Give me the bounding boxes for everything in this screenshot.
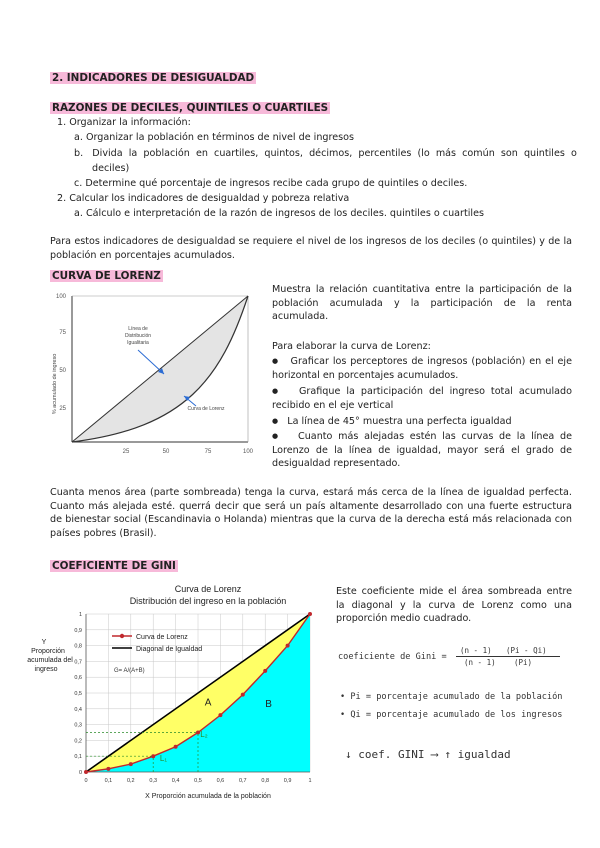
fraction-bar	[456, 656, 560, 657]
intro-paragraph: Para estos indicadores de desigualdad se requiere el nivel de los ingresos de los deciles (o quintiles) y de la población en porcentajes acumulados.	[50, 236, 572, 261]
x-tick-label: 0,8	[261, 778, 270, 784]
list-item: a. Organizar la población en términos de nivel de ingresos	[74, 132, 354, 143]
data-point	[129, 762, 133, 766]
formula-num2: (Pi - Qi)	[506, 646, 547, 655]
list-item: 2. Calcular los indicadores de desigualdad y pobreza relativa	[57, 193, 350, 204]
note-pi: • Pi = porcentaje acumulado de la población	[340, 692, 563, 702]
lorenz-figure	[46, 288, 258, 458]
y-axis-label: Proporción	[31, 648, 65, 655]
x-tick-label: 0,1	[104, 778, 113, 784]
subsection-title: RAZONES DE DECILES, QUINTILES O CUARTILES	[52, 102, 329, 114]
y-tick-label: 25	[59, 406, 66, 412]
equality-label: Línea de	[128, 326, 148, 332]
gini-chart	[27, 580, 328, 802]
list-item: a. Cálculo e interpretación de la razón de ingresos de los deciles. quintiles o cuartiles	[74, 208, 484, 219]
chart-title: Curva de Lorenz	[174, 584, 242, 594]
formula-prefix: coeficiente de Gini =	[338, 652, 447, 662]
y-axis-label: % acumulado de ingreso	[52, 353, 58, 415]
gini-heading: COEFICIENTE DE GINI	[52, 560, 176, 572]
gini-formula	[338, 646, 568, 674]
data-point	[84, 770, 88, 774]
lorenz-bullet: ● Grafique la participación del ingreso total acumulado recibido en el eje vertical	[272, 386, 573, 411]
chart-subtitle: Distribución del ingreso en la población	[129, 596, 287, 606]
legend-lorenz-marker	[120, 634, 124, 638]
section-title: 2. INDICADORES DE DESIGUALDAD	[52, 72, 255, 84]
lorenz-steps-intro: Para elaborar la curva de Lorenz:	[272, 341, 431, 352]
x-tick-label: 0,6	[216, 778, 225, 784]
lorenz-description: Muestra la relación cuantitativa entre la participación de la población acumulada y la participación de la renta acumulada.	[272, 284, 572, 323]
gini-description: Este coeficiente mide el área sombreada entre la diagonal y la curva de Lorenz como una proporción medio cuadrado.	[336, 586, 572, 625]
l1-label: L₁	[159, 753, 168, 763]
x-tick-label: 0,2	[126, 778, 135, 784]
y-axis-label: Y	[41, 639, 47, 646]
y-axis-label: acumulada del	[27, 657, 73, 664]
x-tick-label: 50	[162, 449, 170, 455]
bullet-dot: ●	[272, 432, 281, 440]
formula-den2: (Pi)	[514, 658, 533, 667]
x-tick-label: 0,5	[194, 778, 202, 784]
y-tick-label: 0,2	[74, 738, 82, 745]
x-tick-label: 0,3	[149, 778, 158, 784]
bullet-dot: ●	[272, 387, 282, 395]
legend-lorenz-label: Curva de Lorenz	[136, 634, 188, 641]
y-tick-label: 0,9	[74, 627, 82, 634]
chart-legend	[112, 634, 202, 653]
formula-den1: (n - 1)	[464, 658, 496, 667]
data-point	[241, 693, 245, 697]
bullet-dot: ●	[272, 357, 279, 365]
x-axis-label: X Proporción acumulada de la población	[145, 793, 271, 800]
y-tick-label: 50	[59, 368, 66, 374]
y-tick-label: 0,5	[74, 691, 82, 697]
y-tick-label: 75	[59, 330, 66, 336]
area-paragraph: Cuanta menos área (parte sombreada) tenga la curva, estará más cerca de la línea de igualdad perfecta. Cuanto más alejada esté. querrá decir que será un país altamente desarrollado con una fuerte estructura de bienestar social (Escandinavia o Holanda) mientras que la curva de la derecha está más relacionada con países pobres (Brasil).	[50, 487, 572, 539]
y-tick-label: 0,6	[74, 675, 82, 682]
bullet-dot: ●	[272, 417, 279, 425]
lorenz-bullet: ● Cuanto más alejadas estén las curvas de la línea de Lorenzo de la línea de igualdad, mayor será el grado de desigualdad representado.	[272, 431, 573, 470]
y-tick-label: 0,7	[74, 659, 82, 666]
y-tick-label: 0,3	[74, 722, 82, 729]
data-point	[174, 745, 178, 749]
x-tick-label: 75	[204, 449, 212, 455]
y-tick-label: 0,8	[74, 643, 82, 650]
x-tick-label: 0,4	[171, 778, 180, 784]
list-item: b. Divida la población en cuartiles, quintos, décimos, percentiles (lo más común son quintiles o	[74, 148, 577, 159]
legend-diagonal-label: Diagonal de Igualdad	[136, 646, 203, 653]
y-tick-label: 0,4	[74, 706, 82, 713]
gini-formula-label: G= A/(A+B)	[114, 668, 145, 674]
y-tick-label: 100	[55, 294, 66, 300]
x-tick-label: 0,7	[238, 778, 247, 784]
data-point	[106, 767, 110, 771]
lorenz-bullet: ● La línea de 45° muestra una perfecta igualdad	[272, 416, 512, 427]
x-tick-label: 0	[84, 778, 88, 784]
lorenz-heading: CURVA DE LORENZ	[52, 270, 161, 282]
list-item: 1. Organizar la información:	[57, 117, 191, 128]
y-tick-label: 0,1	[74, 754, 82, 761]
curve-label: Curva de Lorenz	[187, 406, 225, 412]
y-tick-label: 1	[78, 612, 82, 618]
list-item: c. Determine qué porcentaje de ingresos recibe cada grupo de quintiles o deciles.	[74, 178, 468, 189]
equality-label: Distribución	[124, 333, 152, 339]
data-point	[263, 669, 267, 673]
equality-label: Igualitaria	[127, 340, 149, 346]
formula-num1: (n - 1)	[460, 646, 492, 655]
x-tick-label: 1	[308, 778, 312, 784]
note-qi: • Qi = porcentaje acumulado de los ingresos	[340, 710, 563, 720]
gini-conclusion: ↓ coef. GINI ⟶ ↑ igualdad	[345, 748, 511, 761]
l2-label: L₂	[200, 730, 208, 740]
y-axis-label: ingreso	[34, 666, 58, 673]
data-point	[286, 644, 290, 648]
data-point	[218, 713, 222, 717]
x-tick-label: 0,9	[283, 778, 292, 784]
area-b-label: B	[265, 699, 272, 711]
area-a-label: A	[204, 697, 212, 709]
x-tick-label: 25	[122, 449, 130, 455]
x-tick-label: 100	[242, 449, 254, 455]
y-tick-label: 0	[78, 770, 82, 776]
data-point	[308, 612, 312, 616]
lorenz-bullet: ● Graficar los perceptores de ingresos (población) en el eje horizontal en porcentajes acumulados.	[272, 356, 572, 381]
list-item: deciles)	[92, 163, 130, 174]
